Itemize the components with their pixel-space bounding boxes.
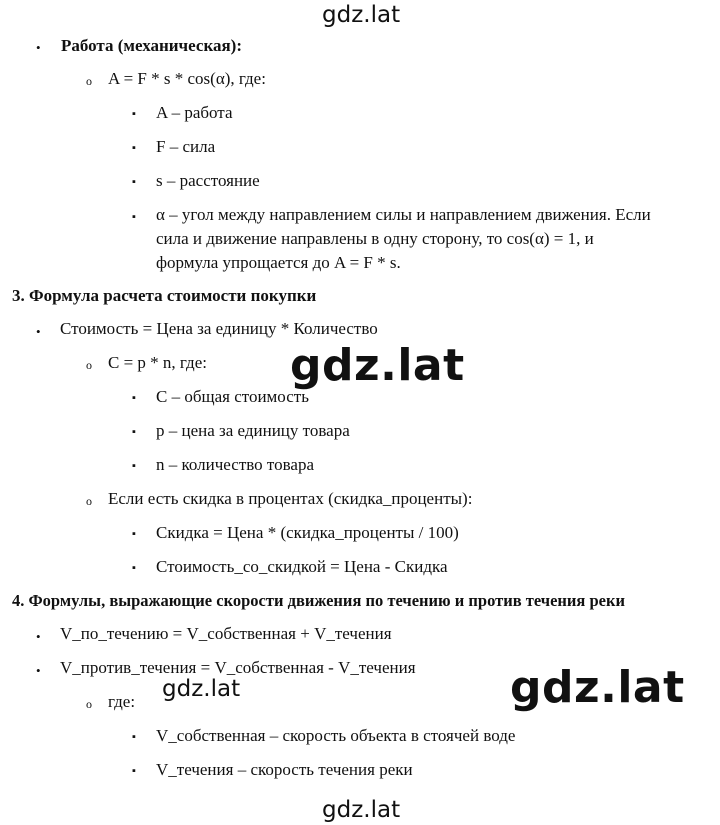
section4-item: V_собственная – скорость объекта в стоячей воде — [156, 726, 516, 745]
bullet-l1: • — [36, 40, 41, 55]
watermark-center: gdz.lat — [290, 340, 465, 391]
section3-item: p – цена за единицу товара — [156, 421, 350, 440]
work-alpha-line: сила и движение направлены в одну сторону, то cos(α) = 1, и — [156, 229, 594, 248]
section3-item: C – общая стоимость — [156, 387, 309, 406]
watermark-bottom: gdz.lat — [322, 797, 401, 823]
section3-discount-intro: Если есть скидка в процентах (скидка_проценты): — [108, 489, 473, 508]
bullet-l3: ▪ — [132, 142, 136, 154]
bullet-l3: ▪ — [132, 562, 136, 574]
section3-discount-item: Скидка = Цена * (скидка_проценты / 100) — [156, 523, 459, 542]
bullet-l3: ▪ — [132, 211, 136, 223]
bullet-l1: • — [36, 629, 41, 644]
bullet-l3: ▪ — [132, 731, 136, 743]
bullet-l2: o — [86, 494, 92, 508]
section3-item: n – количество товара — [156, 455, 315, 474]
bullet-l3: ▪ — [132, 765, 136, 777]
section3-discount-item: Стоимость_со_скидкой = Цена - Скидка — [156, 557, 448, 576]
bullet-l3: ▪ — [132, 426, 136, 438]
bullet-l3: ▪ — [132, 528, 136, 540]
section4-where: где: — [108, 692, 136, 711]
work-item: A – работа — [156, 103, 233, 122]
bullet-l1: • — [36, 663, 41, 678]
bullet-l3: ▪ — [132, 108, 136, 120]
work-alpha-line: формула упрощается до A = F * s. — [156, 253, 401, 272]
bullet-l3: ▪ — [132, 392, 136, 404]
bullet-l2: o — [86, 697, 92, 711]
section4-formula: V_против_течения = V_собственная - V_течения — [60, 658, 416, 677]
bullet-l2: o — [86, 74, 92, 88]
watermark-right: gdz.lat — [510, 662, 685, 713]
work-heading: Работа (механическая): — [61, 36, 242, 55]
bullet-l1: • — [36, 324, 41, 339]
section3-main: Стоимость = Цена за единицу * Количество — [60, 319, 378, 338]
work-item: s – расстояние — [156, 171, 260, 190]
watermark-top: gdz.lat — [322, 2, 401, 28]
section4-title: 4. Формулы, выражающие скорости движения по течению и против течения реки — [12, 591, 625, 610]
section3-title: 3. Формула расчета стоимости покупки — [12, 286, 317, 305]
work-item: F – сила — [156, 137, 216, 156]
bullet-l3: ▪ — [132, 176, 136, 188]
bullet-l2: o — [86, 358, 92, 372]
watermark-left: gdz.lat — [162, 676, 241, 702]
work-formula: A = F * s * cos(α), где: — [108, 69, 266, 88]
section3-formula: C = p * n, где: — [108, 353, 207, 372]
work-alpha-line: α – угол между направлением силы и направлением движения. Если — [156, 205, 651, 224]
section4-formula: V_по_течению = V_собственная + V_течения — [60, 624, 392, 643]
bullet-l3: ▪ — [132, 460, 136, 472]
section4-item: V_течения – скорость течения реки — [156, 760, 413, 779]
